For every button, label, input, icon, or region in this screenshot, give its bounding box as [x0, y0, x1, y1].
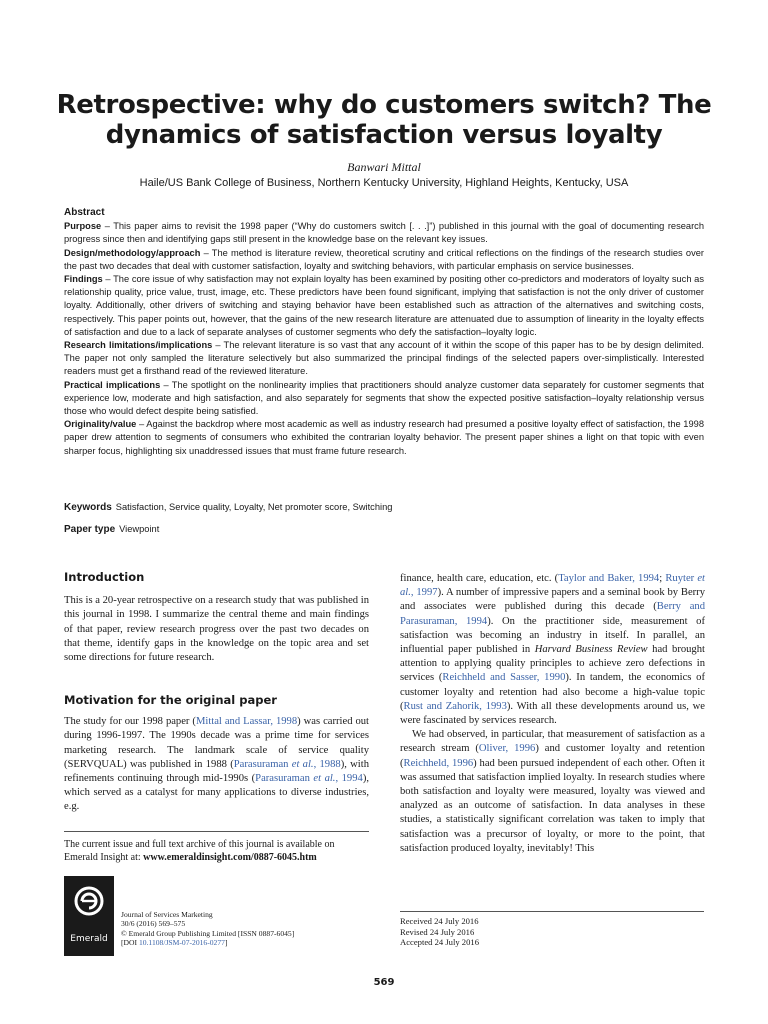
- citation-link[interactable]: Taylor and Baker, 1994: [558, 573, 660, 584]
- introduction-paragraph: This is a 20-year retrospective on a research study that was published in this journal in 1998. I summarize the central theme and main findings of that paper, review research progress over the past two decades on that theme, identify gaps in the knowledge on the topic area and set some directions for future research.: [64, 595, 369, 664]
- text-run: ). With all these developments around us, we were fascinated by services research.: [400, 700, 705, 727]
- abstract-purpose: [64, 220, 704, 246]
- citation-author: Ruyter: [665, 573, 698, 584]
- motivation-paragraph: [64, 715, 369, 814]
- journal-info: [121, 910, 381, 948]
- citation-link[interactable]: [255, 773, 363, 784]
- footnote-text: The current issue and full text archive of this journal is available on Emerald Insight at:: [64, 839, 335, 863]
- text-run: finance, health care, education, etc. (: [400, 573, 559, 584]
- journal-title-italic: Harvard Business Review: [534, 644, 648, 656]
- abstract-practical: [64, 379, 704, 419]
- limitations-text: – The relevant literature is so vast that any account of it within the scope of this paper has to be by design delimited. The paper not only sampled the literature selectively but also summarized the principal findings of the selected papers over-simplistically. Interested readers must get a firsthand read of the reviewed literature.: [64, 340, 704, 377]
- page-number: 569: [373, 977, 395, 988]
- dates-divider: [400, 911, 704, 912]
- citation-author: Parasuraman: [233, 758, 292, 770]
- date-accepted: Accepted 24 July 2016: [400, 937, 479, 948]
- paper-type-label: Paper type: [64, 524, 116, 535]
- citation-link[interactable]: Oliver, 1996: [478, 743, 536, 755]
- emerald-logo: [64, 876, 114, 956]
- text-run: ) and customer loyalty and retention (: [400, 743, 705, 769]
- paper-type: [64, 524, 704, 535]
- motivation-heading: Motivation for the original paper: [64, 693, 277, 707]
- right-paragraph-2: [400, 728, 705, 856]
- citation-link[interactable]: Rust and Zahorik, 1993: [403, 700, 507, 712]
- doi-link[interactable]: 10.1108/JSM-07-2016-0277: [138, 938, 225, 948]
- citation-author: Parasuraman: [255, 773, 314, 785]
- date-received: Received 24 July 2016: [400, 916, 479, 926]
- text-run: ) was carried out during 1996-1997. The 1990s decade was a prime time for services marketing research. The landmark scale of service quality (SERVQUAL) was published in 1988 (: [64, 716, 369, 770]
- citation-year: , 1997: [410, 587, 438, 599]
- citation-link[interactable]: Mittal and Lassar, 1998: [195, 716, 298, 728]
- citation-year: , 1994: [335, 773, 363, 785]
- emerald-logo-icon: [73, 885, 105, 917]
- introduction-section: [64, 570, 369, 665]
- text-run: We had observed, in particular, that measurement of satisfaction as a research stream (: [400, 729, 705, 755]
- journal-doi: [121, 938, 381, 947]
- citation-link[interactable]: Berry and Parasuraman, 1994: [400, 601, 705, 627]
- article-dates: [400, 916, 704, 948]
- footnote-divider: [64, 831, 369, 832]
- text-run: ). On the practitioner side, measurement of satisfaction was becoming an industry in itself. In parallel, an influential paper published in: [400, 615, 705, 656]
- text-run: ), with refinements continuing through mid-1990s (: [64, 758, 369, 785]
- abstract-findings: [64, 273, 704, 339]
- text-run: ). A number of impressive papers and a seminal book by Berry and associates were published during this decade (: [400, 587, 705, 613]
- citation-link[interactable]: [234, 759, 341, 770]
- citation-etal: et al.: [313, 773, 336, 785]
- paper-title: Retrospective: why do customers switch? The dynamics of satisfaction versus loyalty: [56, 90, 712, 150]
- journal-publisher: © Emerald Group Publishing Limited [ISSN 0887-6045]: [121, 928, 295, 938]
- paper-type-text: Viewpoint: [119, 524, 160, 534]
- citation-year: , 1988: [313, 758, 341, 770]
- doi-suffix: ]: [224, 938, 228, 948]
- findings-label: Findings: [64, 274, 103, 285]
- citation-etal: et al.: [400, 573, 706, 599]
- citation-etal: et al.: [291, 758, 314, 770]
- abstract-design: [64, 247, 704, 273]
- keywords: [64, 502, 704, 513]
- text-run: ), which served as a catalyst for many applications to diverse industries, e.g.: [64, 773, 369, 813]
- text-run: The study for our 1998 paper (: [64, 716, 196, 728]
- text-run: ) had been pursued independent of each other. Often it was assumed that satisfaction implied loyalty. In research studies where both satisfaction and loyalty were measured, loyalty was viewed and analyzed as an outcome of satisfaction. In data analyses in these studies, a statistically significant correlation was taken to imply that satisfaction was a precursor of loyalty, or more to the point, that satisfaction produced loyalty, inevitably! This: [400, 757, 705, 854]
- author-name: Banwari Mittal: [347, 160, 421, 174]
- introduction-heading: Introduction: [64, 570, 145, 584]
- abstract-heading: Abstract: [64, 207, 105, 218]
- originality-text: – Against the backdrop where most academic as well as industry research had presumed a positive loyalty effect of satisfaction, the 1998 paper drew attention to segments of consumers who exhibited the contrarian loyalty behavior. The present paper shines a light on that topic with even sharper focus, highlighting six unaddressed issues that must frame future research.: [64, 419, 704, 456]
- right-column: [400, 572, 705, 856]
- author-affiliation: Haile/US Bank College of Business, Northern Kentucky University, Highland Heights, Kentucky, USA: [139, 177, 629, 189]
- limitations-label: Research limitations/implications: [64, 340, 213, 351]
- date-revised: Revised 24 July 2016: [400, 926, 475, 937]
- text-run: had brought attention to applying quality principles to achieve zero defections in services (: [400, 644, 705, 684]
- doi-prefix: [DOI: [121, 938, 139, 948]
- findings-text: – The core issue of why satisfaction may not explain loyalty has been examined by positing other co-predictors and moderators of loyalty such as relationship quality, price value, trust, image, etc. These predictors have been found significant, implying that satisfaction is not the only driver of customer loyalty. Additionally, other drivers of switching and staying behavior have been established such as attraction of the alternatives and switching costs, respectively. This paper points out, however, that the gains of the new research literature are attenuated due to assumption of linearity in the loyalty effects of satisfaction and due to a lack of separate analyses of customer segments who defy the satisfaction–loyalty logic.: [64, 274, 704, 337]
- citation-link[interactable]: Reichheld, 1996: [403, 757, 474, 769]
- emerald-logo-text: Emerald: [70, 934, 108, 944]
- purpose-text: – This paper aims to revisit the 1998 paper (“Why do customers switch [. . .]”) published in this journal with the goal of documenting research progress since then and identifying gaps still present in the knowledge base on the relevant key issues.: [64, 221, 704, 245]
- footnote-url[interactable]: www.emeraldinsight.com/0887-6045.htm: [143, 852, 317, 863]
- motivation-section: [64, 693, 369, 815]
- purpose-label: Purpose: [64, 221, 102, 232]
- practical-text: – The spotlight on the nonlinearity implies that practitioners should analyze customer data separately for customer segments that experience low, moderate and high satisfaction, and also separately for segments that show the expected positive satisfaction–loyalty relationship versus those who would defect despite being satisfied.: [64, 379, 704, 417]
- journal-issue: 30/6 (2016) 569–575: [121, 919, 186, 929]
- right-paragraph-1: [400, 572, 705, 728]
- citation-link[interactable]: Reichheld and Sasser, 1990: [442, 672, 566, 684]
- journal-name: Journal of Services Marketing: [121, 910, 213, 919]
- abstract-originality: [64, 418, 704, 458]
- keywords-text: Satisfaction, Service quality, Loyalty, Net promoter score, Switching: [115, 502, 393, 512]
- originality-label: Originality/value: [64, 419, 137, 430]
- design-text: – The method is literature review, theoretical scrutiny and critical reflections on the findings of the research studies over the past two decades that deal with customer satisfaction, loyalty and switching behaviors, with particular emphasis on service businesses.: [64, 247, 704, 271]
- practical-label: Practical implications: [64, 379, 161, 390]
- design-label: Design/methodology/approach: [64, 247, 201, 258]
- footnote: [64, 838, 369, 864]
- text-run: ;: [659, 573, 666, 584]
- abstract-limitations: [64, 339, 704, 379]
- abstract: [64, 206, 704, 458]
- text-run: ). In tandem, the economics of customer loyalty and retention had also become a high-value topic (: [400, 672, 706, 712]
- keywords-label: Keywords: [64, 502, 112, 513]
